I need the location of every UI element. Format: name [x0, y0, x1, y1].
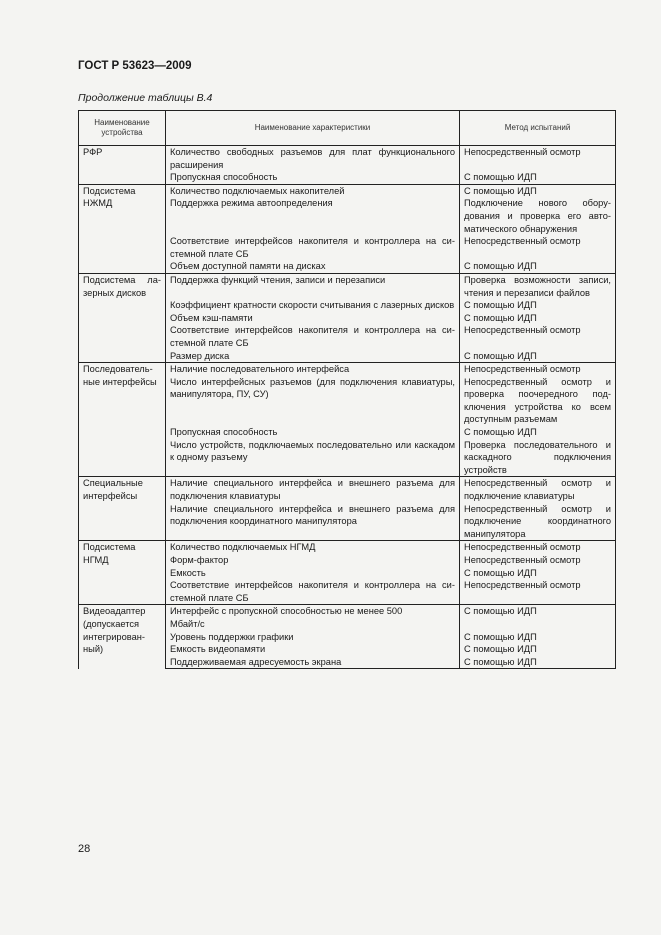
test-method-cell: Непосредственный осмотр и проверка поочередного подключения устройства ко всем доступным разъемам — [460, 376, 616, 426]
test-method-cell: Непосредственный осмотр — [460, 146, 616, 172]
test-method-cell: С помощью ИДП — [460, 299, 616, 312]
test-method-cell: С помощью ИДП — [460, 643, 616, 656]
test-method-cell: С помощью ИДП — [460, 605, 616, 618]
characteristics-table — [78, 110, 616, 669]
test-method-cell: Непосредственный осмотр — [460, 324, 616, 349]
characteristic-cell: Количество подключаемых НГМД — [166, 541, 460, 554]
test-method-cell: Непосредственный осмотр — [460, 541, 616, 554]
characteristic-cell: Коэффициент кратности скорости считывания с лазерных дисков — [166, 299, 460, 312]
test-method-cell: С помощью ИДП — [460, 426, 616, 439]
characteristic-cell: Наличие последовательного интерфейса — [166, 363, 460, 376]
characteristic-cell: Количество свободных разъемов для плат функционального расширения — [166, 146, 460, 172]
device-name-cell: РФР — [79, 146, 166, 185]
column-header-method: Метод испытаний — [460, 111, 616, 146]
test-method-cell: Непосредственный осмотр и подключение координатного манипулятора — [460, 503, 616, 541]
test-method-cell: Непосредственный осмотр — [460, 554, 616, 567]
table-row — [79, 605, 616, 618]
test-method-cell: С помощью ИДП — [460, 656, 616, 669]
characteristic-cell: Форм-фактор — [166, 554, 460, 567]
test-method-cell: Непосредственный осмотр — [460, 363, 616, 376]
table-row — [79, 146, 616, 172]
column-header-device: Наименование устройства — [79, 111, 166, 146]
table-body — [79, 146, 616, 669]
characteristic-cell: Поддержка режима автоопределения — [166, 197, 460, 235]
test-method-cell: С помощью ИДП — [460, 184, 616, 197]
characteristic-cell: Соответствие интерфейсов накопителя и контроллера на системной плате СБ — [166, 579, 460, 605]
device-name-cell: Подсистема НГМД — [79, 541, 166, 605]
test-method-cell: С помощью ИДП — [460, 312, 616, 325]
characteristic-cell: Количество подключаемых накопителей — [166, 184, 460, 197]
test-method-cell: С помощью ИДП — [460, 350, 616, 363]
characteristic-cell: Поддерживаемая адресуемость экрана — [166, 656, 460, 669]
characteristic-cell: Наличие специального интерфейса и внешнего разъема для подключения координатного манипулятора — [166, 503, 460, 541]
characteristic-cell: Число интерфейсных разъемов (для подключения клавиатуры, манипулятора, ПУ, СУ) — [166, 376, 460, 426]
characteristic-cell: Пропускная способность — [166, 171, 460, 184]
device-name-cell: Последовательные интерфейсы — [79, 363, 166, 477]
table-row — [79, 477, 616, 503]
test-method-cell: Подключение нового оборудования и проверка его автоматического обнаружения — [460, 197, 616, 235]
device-name-cell: Специальные интерфейсы — [79, 477, 166, 541]
table-row — [79, 184, 616, 197]
test-method-cell: Проверка последовательного и каскадного подключения устройств — [460, 439, 616, 477]
characteristic-cell: Уровень поддержки графики — [166, 631, 460, 644]
characteristic-cell: Объем доступной памяти на дисках — [166, 260, 460, 273]
characteristic-cell: Число устройств, подключаемых последовательно или каскадом к одному разъему — [166, 439, 460, 477]
test-method-cell: Проверка возможности записи, чтения и перезаписи файлов — [460, 273, 616, 299]
device-name-cell: Видеоадаптер (допускается интегрированный) — [79, 605, 166, 669]
characteristic-cell: Размер диска — [166, 350, 460, 363]
table-header-row — [79, 111, 616, 146]
column-header-characteristic: Наименование характеристики — [166, 111, 460, 146]
characteristic-cell: Соответствие интерфейсов накопителя и контроллера на системной плате СБ — [166, 324, 460, 349]
device-name-cell: Подсистема НЖМД — [79, 184, 166, 273]
test-method-cell: Непосредственный осмотр и подключение клавиатуры — [460, 477, 616, 503]
table-row — [79, 541, 616, 554]
characteristic-cell: Объем кэш-памяти — [166, 312, 460, 325]
page-number: 28 — [78, 843, 91, 855]
table-row — [79, 273, 616, 299]
characteristic-cell: Емкость видеопамяти — [166, 643, 460, 656]
test-method-cell: Непосредственный осмотр — [460, 579, 616, 605]
characteristic-cell: Соответствие интерфейсов накопителя и контроллера на системной плате СБ — [166, 235, 460, 260]
characteristic-cell: Емкость — [166, 567, 460, 580]
characteristic-cell: Наличие специального интерфейса и внешнего разъема для подключения клавиатуры — [166, 477, 460, 503]
device-name-cell: Подсистема лазерных дисков — [79, 273, 166, 362]
table-caption: Продолжение таблицы В.4 — [78, 92, 213, 104]
test-method-cell: С помощью ИДП — [460, 567, 616, 580]
document-number: ГОСТ Р 53623—2009 — [78, 60, 192, 72]
characteristic-cell: Поддержка функций чтения, записи и перезаписи — [166, 273, 460, 299]
test-method-cell — [460, 618, 616, 631]
characteristic-cell: Пропускная способность — [166, 426, 460, 439]
test-method-cell: С помощью ИДП — [460, 260, 616, 273]
test-method-cell: С помощью ИДП — [460, 171, 616, 184]
test-method-cell: С помощью ИДП — [460, 631, 616, 644]
characteristic-cell: Мбайт/с — [166, 618, 460, 631]
test-method-cell: Непосредственный осмотр — [460, 235, 616, 260]
table-row — [79, 363, 616, 376]
characteristic-cell: Интерфейс с пропускной способностью не менее 500 — [166, 605, 460, 618]
